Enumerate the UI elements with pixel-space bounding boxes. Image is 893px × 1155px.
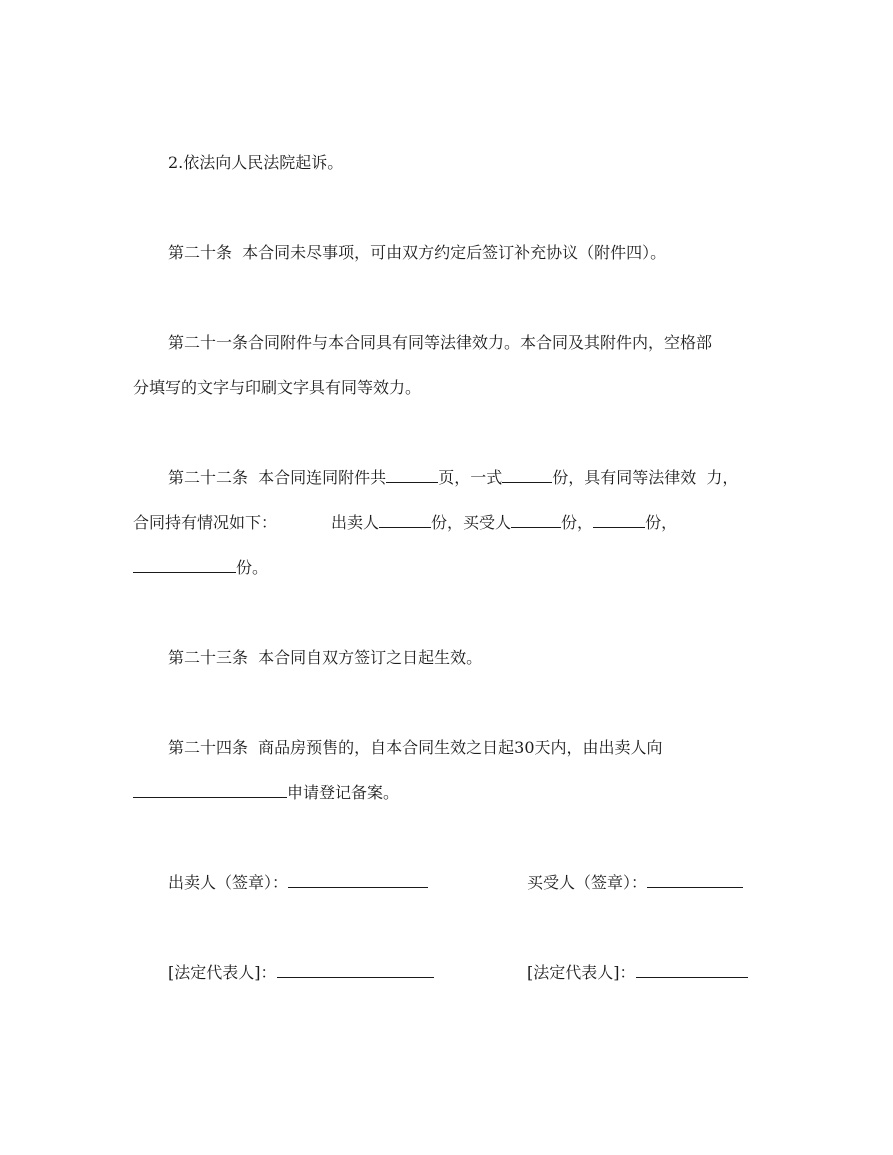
buyer-signature-line: [527, 873, 743, 893]
buyer-rep-line: [527, 963, 748, 983]
article-24-line-2: [133, 783, 399, 803]
article-20: 第二十条 本合同未尽事项，可由双方约定后签订补充协议（附件四）。: [168, 243, 667, 262]
clause-2-lawsuit: 2.依法向人民法院起诉。: [168, 153, 344, 172]
registration-authority-blank[interactable]: [133, 783, 287, 798]
page-count-blank[interactable]: [386, 468, 438, 483]
holding-label: 合同持有情况如下：: [133, 513, 278, 532]
buyer-signature-blank[interactable]: [647, 873, 743, 888]
article-21-line-2: 分填写的文字与印刷文字具有同等效力。: [133, 378, 422, 397]
article-21-line-1: 第二十一条合同附件与本合同具有同等法律效力。本合同及其附件内，空格部: [168, 333, 713, 352]
other-copies-blank-1[interactable]: [593, 513, 645, 528]
other-party-blank[interactable]: [133, 558, 236, 573]
article-24-line-1: 第二十四条 商品房预售的，自本合同生效之日起30天内，由出卖人向: [168, 738, 663, 757]
article-23: 第二十三条 本合同自双方签订之日起生效。: [168, 648, 483, 667]
article-22-text-b: 页，一式: [438, 468, 503, 487]
buyer-text: 份，买受人: [431, 513, 512, 532]
article-24-end: 申请登记备案。: [287, 783, 400, 802]
seller-signature-blank[interactable]: [288, 873, 428, 888]
seller-copies-blank[interactable]: [379, 513, 431, 528]
article-22-line-2: [133, 513, 677, 533]
article-22-text-a: 第二十二条 本合同连同附件共: [168, 468, 387, 487]
seller-signature-line: [168, 873, 428, 893]
article-22-text-c: 份，具有同等法律效 力，: [552, 468, 739, 487]
seller-rep-blank[interactable]: [277, 963, 434, 978]
copies-sep: 份，: [561, 513, 594, 532]
article-22-end: 份。: [236, 558, 269, 577]
seller-rep-line: [168, 963, 434, 983]
seller-signature-label: 出卖人（签章）：: [168, 873, 289, 892]
buyer-rep-blank[interactable]: [636, 963, 748, 978]
article-22-line-1: [168, 468, 738, 488]
buyer-copies-blank[interactable]: [511, 513, 561, 528]
seller-label: 出卖人: [331, 513, 380, 532]
copies-end: 份，: [645, 513, 678, 532]
buyer-signature-label: 买受人（签章）：: [527, 873, 648, 892]
seller-rep-label: [法定代表人]：: [168, 963, 277, 982]
copies-count-blank[interactable]: [502, 468, 552, 483]
buyer-rep-label: [法定代表人]：: [527, 963, 636, 982]
article-22-line-3: [133, 558, 268, 578]
